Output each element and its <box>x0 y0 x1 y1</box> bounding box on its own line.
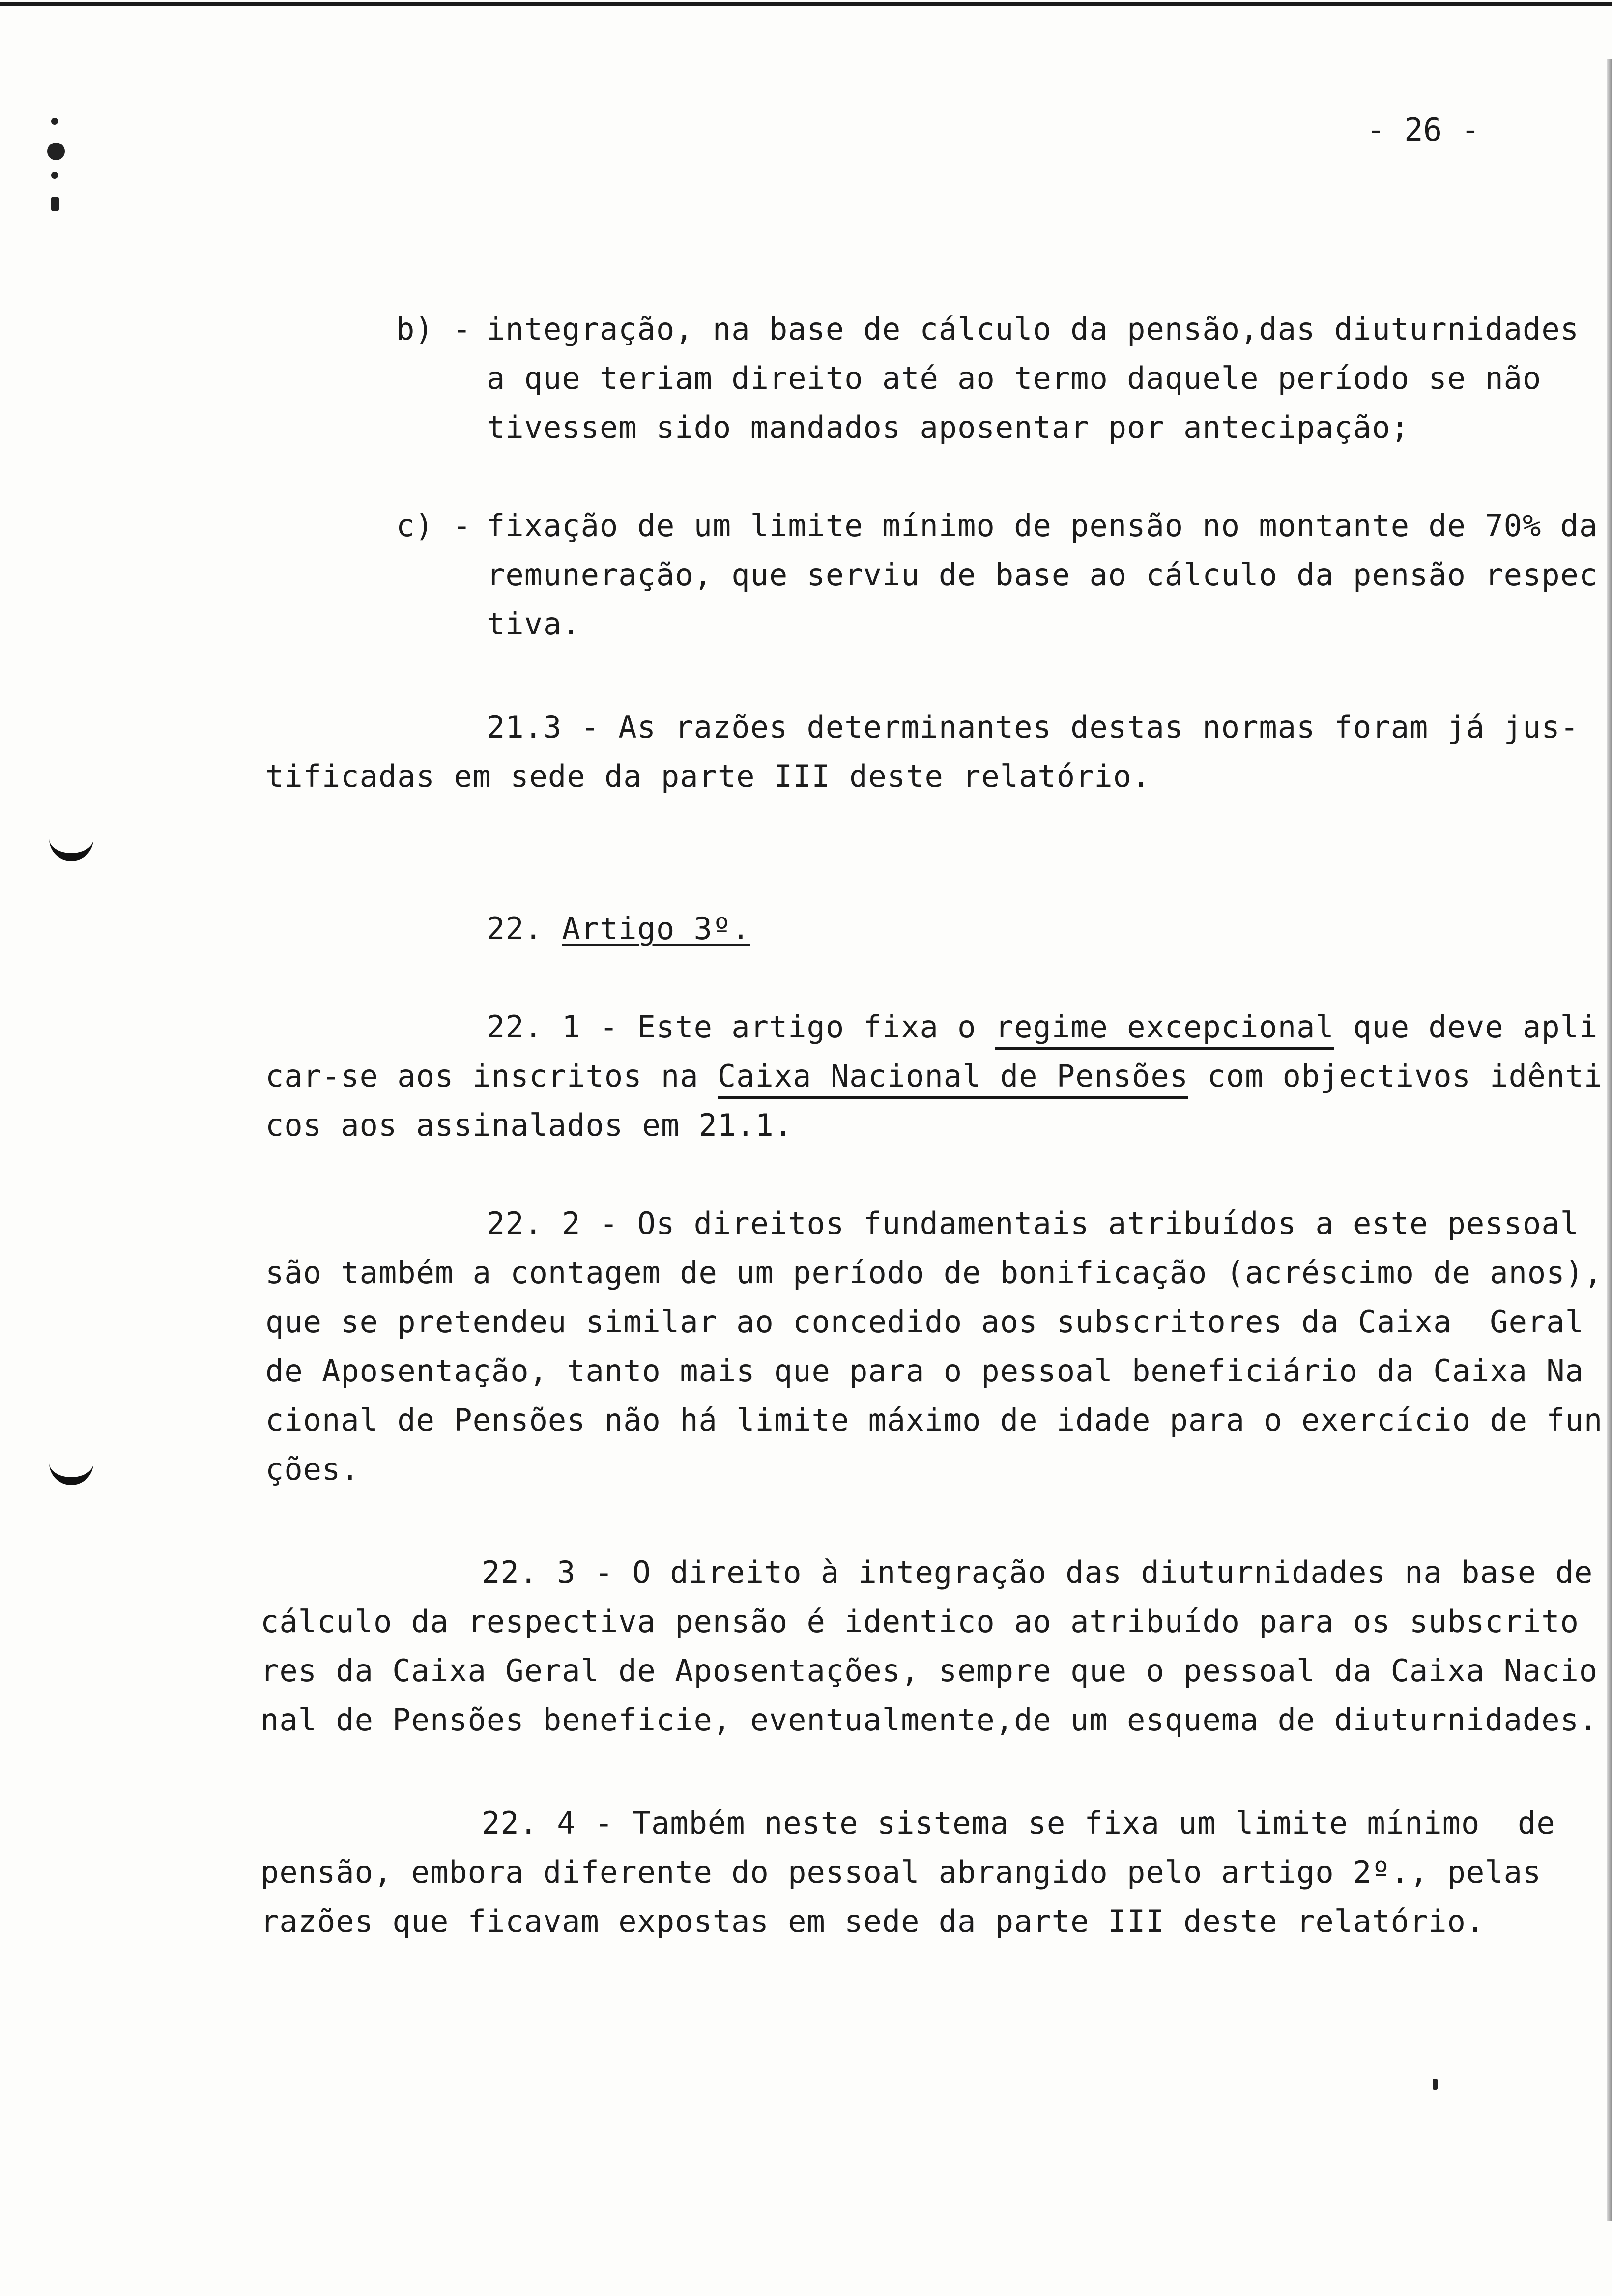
section-title: Artigo 3º. <box>562 911 750 947</box>
paragraph-22-2-line: que se pretendeu similar ao concedido aos subscritores da Caixa Geral <box>265 1304 1584 1340</box>
item-c-line: fixação de um limite mínimo de pensão no montante de 70% da <box>487 508 1598 544</box>
paragraph-21-3-line: 21.3 - As razões determinantes destas normas foram já jus- <box>487 709 1579 745</box>
text-run: car-se aos inscritos na <box>265 1058 718 1094</box>
paragraph-22-4-line: razões que ficavam expostas em sede da parte III deste relatório. <box>260 1903 1485 1939</box>
paragraph-22-3-line: 22. 3 - O direito à integração das diuturnidades na base de <box>482 1554 1593 1590</box>
binding-mark <box>47 143 65 160</box>
paragraph-22-2-line: são também a contagem de um período de bonificação (acréscimo de anos), <box>265 1255 1603 1291</box>
section-number: 22. <box>487 911 543 947</box>
text-run: 22. 1 - Este artigo fixa o <box>487 1009 995 1045</box>
paragraph-22-1-line: cos aos assinalados em 21.1. <box>265 1107 793 1143</box>
paragraph-22-4-line: pensão, embora diferente do pessoal abrangido pelo artigo 2º., pelas <box>260 1854 1542 1890</box>
paragraph-22-3-line: cálculo da respectiva pensão é identico ao atribuído para os subscrito <box>260 1604 1579 1639</box>
item-b-line: integração, na base de cálculo da pensão,das diuturnidades <box>487 311 1579 347</box>
paragraph-21-3-line: tificadas em sede da parte III deste relatório. <box>265 758 1151 794</box>
scan-top-border <box>0 2 1612 6</box>
text-run: que deve apli <box>1334 1009 1598 1045</box>
text-run: com objectivos idênti <box>1188 1058 1603 1094</box>
paragraph-22-3-line: nal de Pensões beneficie, eventualmente,de um esquema de diuturnidades. <box>260 1702 1598 1738</box>
binding-hole-mark <box>49 831 93 861</box>
scan-speck <box>1433 2079 1438 2090</box>
binding-mark <box>51 118 58 125</box>
page-number: - 26 - <box>1366 112 1480 148</box>
binding-hole-mark <box>49 1455 93 1485</box>
underlined-term: regime excepcional <box>995 1009 1334 1050</box>
paragraph-22-4-line: 22. 4 - Também neste sistema se fixa um limite mínimo de <box>482 1805 1555 1841</box>
item-b-marker: b) - <box>396 311 472 347</box>
item-c-line: remuneração, que serviu de base ao cálculo da pensão respec <box>487 557 1598 593</box>
item-c-line: tiva. <box>487 606 581 642</box>
scan-right-edge <box>1607 59 1612 2221</box>
paragraph-22-2-line: ções. <box>265 1451 360 1487</box>
paragraph-22-3-line: res da Caixa Geral de Aposentações, sempre que o pessoal da Caixa Nacio <box>260 1653 1598 1689</box>
paragraph-22-1-line <box>487 1007 1598 1047</box>
underlined-term: Caixa Nacional de Pensões <box>718 1058 1188 1099</box>
paragraph-22-2-line: cional de Pensões não há limite máximo de idade para o exercício de fun <box>265 1402 1603 1438</box>
section-heading-22 <box>487 909 750 948</box>
paragraph-22-2-line: de Aposentação, tanto mais que para o pessoal beneficiário da Caixa Na <box>265 1353 1584 1389</box>
binding-mark <box>51 197 59 211</box>
item-c-marker: c) - <box>396 508 472 544</box>
paragraph-22-1-line <box>265 1057 1603 1096</box>
binding-mark <box>51 172 58 179</box>
item-b-line: a que teriam direito até ao termo daquele período se não <box>487 360 1542 396</box>
paragraph-22-2-line: 22. 2 - Os direitos fundamentais atribuídos a este pessoal <box>487 1205 1579 1241</box>
item-b-line: tivessem sido mandados aposentar por antecipação; <box>487 409 1410 445</box>
